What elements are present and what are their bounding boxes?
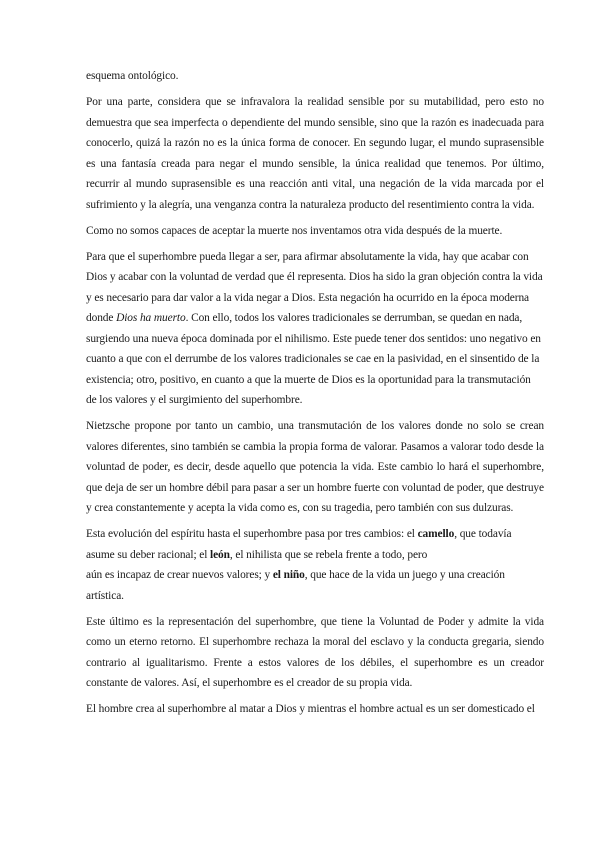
paragraph-text: El hombre crea al superhombre al matar a Dios y mientras el hombre actual es un ser domesticado el (86, 703, 535, 715)
bold-el-nino: el niño (272, 569, 305, 581)
paragraph-text: Como no somos capaces de aceptar la muerte nos inventamos otra vida después de la muerte. (86, 224, 503, 237)
paragraph-accept-death (86, 221, 544, 242)
paragraph-superman (86, 612, 544, 694)
bold-leon: león (210, 548, 230, 561)
text-line (86, 524, 544, 545)
text-line (86, 586, 544, 607)
line-text: , que todavía (454, 528, 512, 540)
text-line (86, 545, 544, 566)
paragraph-text: esquema ontológico. (86, 70, 179, 82)
paragraph-ontological-schema (86, 66, 544, 87)
paragraph-three-changes (86, 524, 544, 606)
paragraph-man-creates-superman (86, 699, 544, 720)
paragraph-text: . Con ello, todos los valores tradicionales se derrumban, se quedan en nada, surgiendo una nueva época dominada por el nihilismo. Este puede tener dos sentidos: uno negativo en cuanto a que con el derrumbe de los valores tradicionales se cae en la pasividad, en el sinsentido de la existencia; otro, positivo, en cuanto a que la muerte de Dios es la oportunidad para la transmutación de los valores y el surgimiento del superhombre. (86, 312, 541, 406)
line-text: , que hace de la vida un juego y una creación (304, 569, 505, 581)
paragraph-text: Por una parte, considera que se infravalora la realidad sensible por su mutabilidad, pero esto no demuestra que sea imperfecta o dependiente del mundo sensible, sino que la razón es inadecuada para conocerlo, quizá la razón no es la única forma de conocer. En segundo lugar, el mundo suprasensible es una fantasía creada para negar el mundo sensible, la única realidad que tenemos. Por último, recurrir al mundo suprasensible es una reacción anti vital, una negación de la vida marcada por el sufrimiento y la alegría, una venganza contra la naturaleza producto del resentimiento contra la vida. (86, 96, 544, 211)
emphasis-god-is-dead: Dios ha muerto (116, 312, 186, 324)
line-text: , el nihilista que se rebela frente a todo, pero (229, 548, 428, 561)
document-body (86, 66, 544, 725)
paragraph-sensible-world (86, 92, 544, 215)
line-text: aún es incapaz de crear nuevos valores; y (86, 569, 271, 581)
paragraph-text: Nietzsche propone por tanto un cambio, una transmutación de los valores donde no solo se crean valores diferentes, sino también se cambia la propia forma de valorar. Pasamos a valorar todo desde la voluntad de poder, es decir, desde aquello que potencia la vida. Este cambio lo hará el superhombre, que deja de ser un hombre débil para pasar a ser un hombre fuerte con voluntad de poder, que destruye y crea constantemente y acepta la vida como es, con su tragedia, pero también con sus dulzuras. (86, 420, 544, 514)
text-line (86, 565, 544, 586)
paragraph-text: Para que el superhombre pueda llegar a ser, para afirmar absolutamente la vida, hay que acabar con Dios y acabar con la voluntad de verdad que él representa. Dios ha sido la gran objeción contra la vida y es necesario para dar valor a la vida negar a Dios. Esta negación ha ocurrido en la época moderna donde (86, 250, 543, 324)
paragraph-text: Este último es la representación del superhombre, que tiene la Voluntad de Poder y admite la vida como un eterno retorno. El superhombre rechaza la moral del esclavo y la conducta gregaria, siendo contrario al igualitarismo. Frente a estos valores de los débiles, el superhombre es un creador constante de valores. Así, el superhombre es el creador de su propia vida. (86, 615, 544, 689)
line-text: Esta evolución del espíritu hasta el superhombre pasa por tres cambios: el (86, 528, 415, 540)
paragraph-death-of-god (86, 247, 544, 411)
paragraph-transmutation (86, 416, 544, 519)
bold-camello: camello (417, 528, 455, 540)
line-text: asume su deber racional; el (86, 548, 208, 561)
line-text: artística. (86, 589, 124, 602)
